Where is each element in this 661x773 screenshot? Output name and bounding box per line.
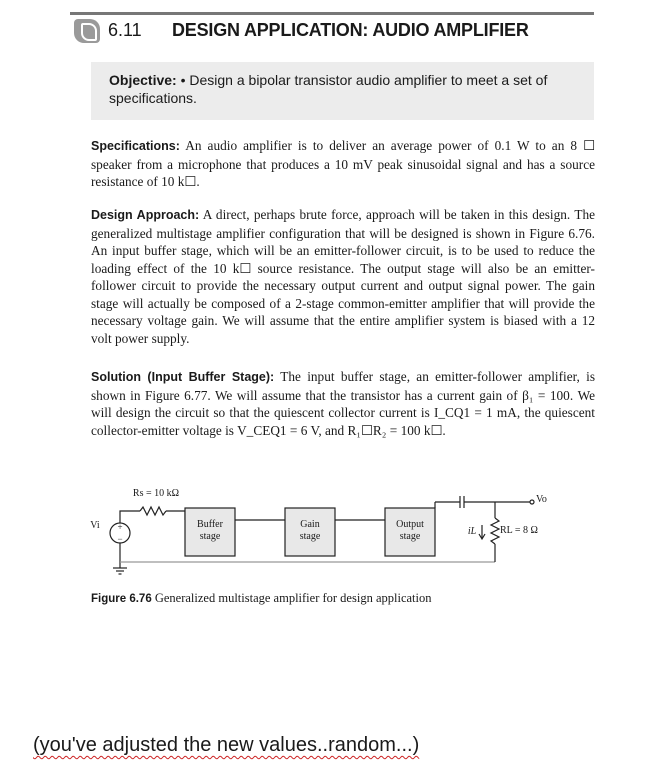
figure-caption-text: Generalized multistage amplifier for design application [154,591,432,605]
output-stage-label: Output stage [396,519,424,542]
solution-text: The input buffer stage, an emitter-follower amplifier, is shown in Figure 6.77. We will assume that the transistor has a current gain of β₁ = 100. We will design the circuit so that the quiescent collector current is I_CQ1 = 1 mA, the quiescent collector-emitter voltage is V_CEQ1 = 6 V, and R₁☐R₂ = 100 k☐. [91,369,595,438]
objective-bullet: • [180,72,186,88]
objective-label: Objective: [109,72,177,88]
section-top-rule [70,12,594,15]
amplifier-block-diagram [90,478,560,583]
handwritten-note: (you've adjusted the new values..random...) [33,734,420,756]
source-resistor-label: Rs = 10 kΩ [132,488,180,499]
section-number: 6.11 [108,20,142,40]
output-terminal [530,500,534,504]
specifications-text: An audio amplifier is to deliver an average power of 0.1 W to an 8 ☐ speaker from a microphone that produces a 10 mV peak sinusoidal signal and has a source resistance of 10 k☐. [91,138,596,189]
specifications-label: Specifications: [91,139,180,153]
source-plus-sign: + [117,522,123,532]
source-resistor-symbol [140,507,166,515]
source-voltage-label: Vi [90,520,100,531]
buffer-stage-label: Buffer stage [197,519,223,542]
design-approach-paragraph [91,206,595,347]
objective-text: Design a bipolar transistor audio amplifier to meet a set of specifications. [109,72,548,106]
output-voltage-label: Vo [536,494,547,505]
section-title: DESIGN APPLICATION: AUDIO AMPLIFIER [172,20,529,40]
wire-to-buffer [166,511,185,520]
section-header [70,16,594,48]
solution-label: Solution (Input Buffer Stage): [91,370,275,384]
design-approach-label: Design Approach: [91,208,200,222]
figure-caption-label: Figure 6.76 [91,593,152,605]
source-minus-sign: − [117,534,123,544]
objective-paragraph [109,71,584,107]
specifications-paragraph [91,137,595,191]
book-section-icon [74,19,100,43]
gain-stage-label: Gain stage [299,519,321,542]
load-current-label: iL [467,526,477,537]
design-approach-text: A direct, perhaps brute force, approach will be taken in this design. The generalized multistage amplifier configuration that will be designed is shown in Figure 6.76. An input buffer stage, which will be an emitter-follower circuit, is to be used to reduce the loading effect of the 10 k☐ source resistance. The output stage will also be an emitter-follower circuit to provide the necessary output current and output signal power. The gain stage will actually be composed of a 2-stage common-emitter amplifier that will provide the necessary voltage gain. We will assume that the entire amplifier system is biased with a 12 volt power supply. [91,207,595,346]
load-resistor-symbol [491,518,499,544]
load-resistor-label: RL = 8 Ω [500,525,538,536]
objective-box [91,62,594,120]
figure-caption [91,591,431,606]
solution-paragraph [91,368,595,439]
